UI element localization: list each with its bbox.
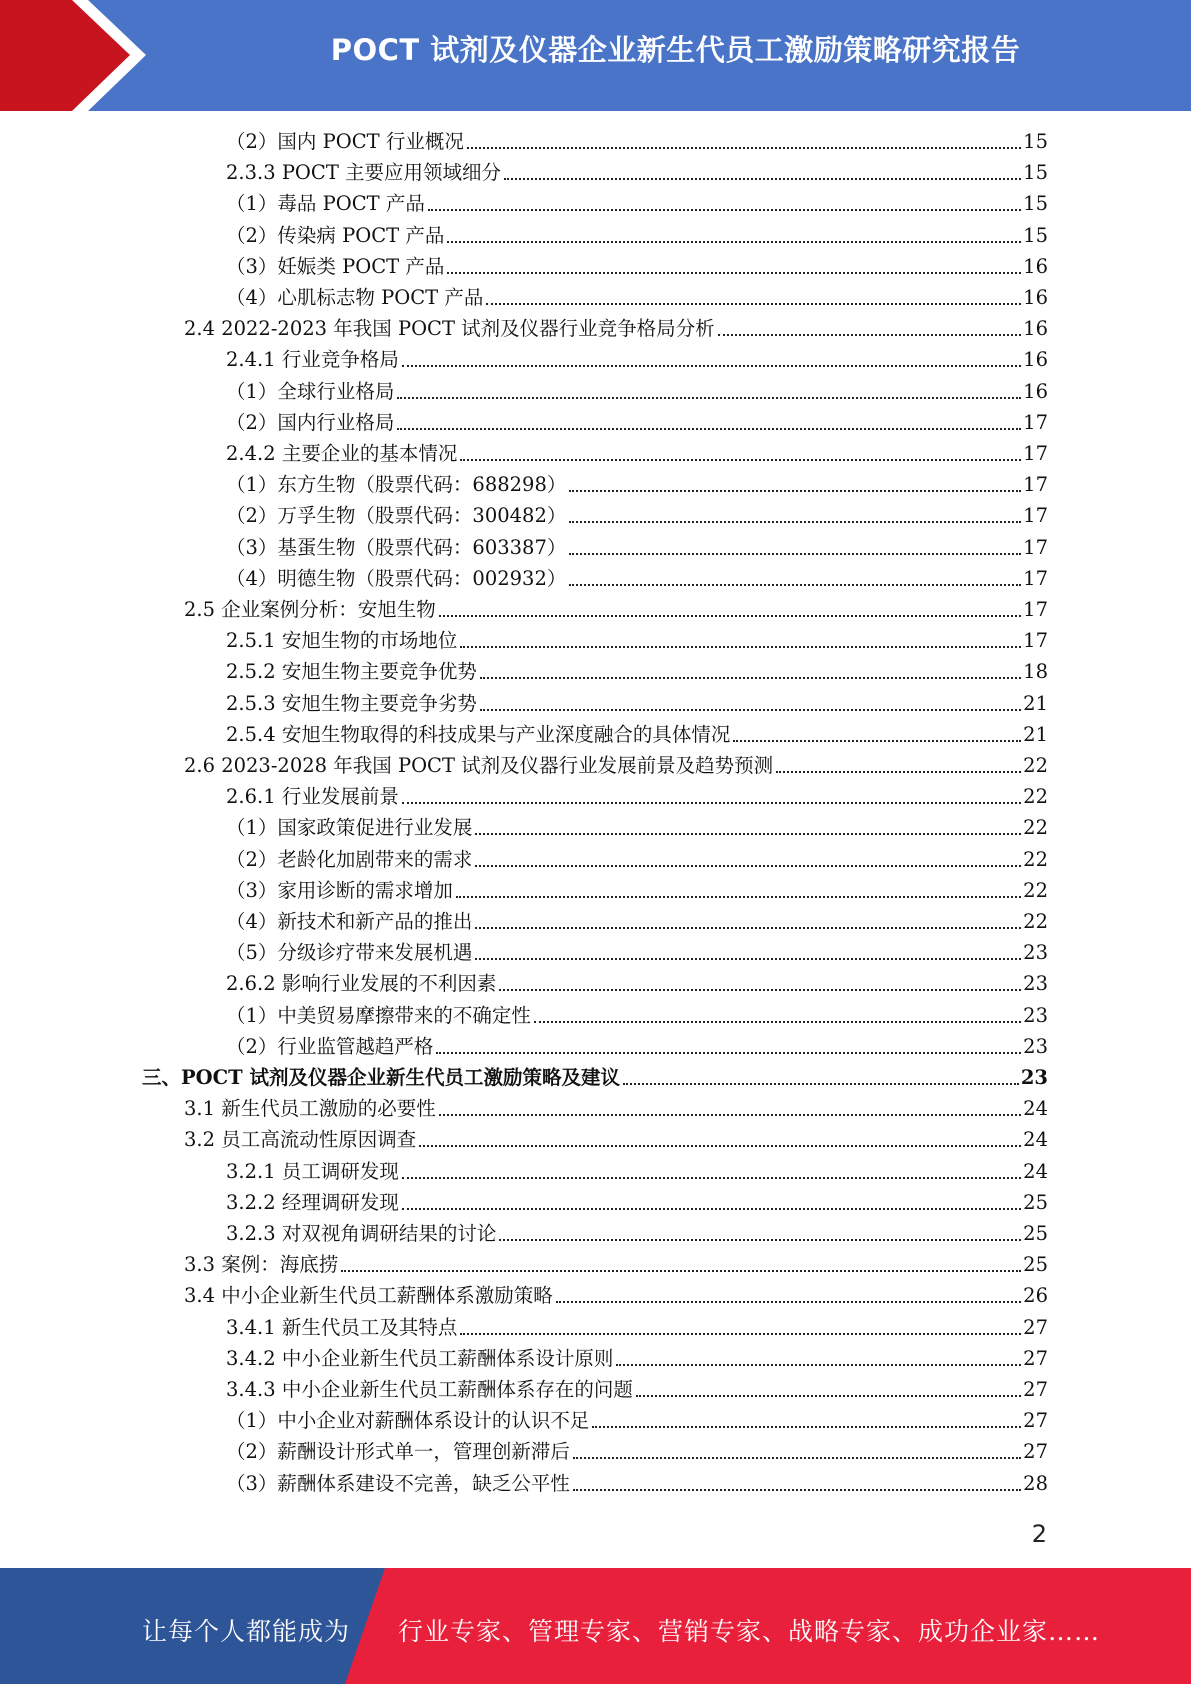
toc-entry[interactable] (226, 378, 1048, 406)
toc-entry-page: 16 (1023, 348, 1048, 372)
toc-entry[interactable] (226, 471, 1048, 499)
report-title: POCT 试剂及仪器企业新生代员工激励策略研究报告 (330, 33, 1021, 67)
toc-entry-page: 27 (1023, 1440, 1048, 1464)
toc-entry[interactable] (226, 284, 1048, 312)
toc-entry-label: 2.3.3 POCT 主要应用领域细分 (226, 161, 502, 185)
toc-dot-leader (439, 1113, 1021, 1116)
toc-entry[interactable] (184, 1282, 1048, 1310)
toc-entry[interactable] (226, 814, 1048, 842)
toc-entry-label: （2）老龄化加剧带来的需求 (226, 847, 473, 871)
toc-entry[interactable] (226, 253, 1048, 281)
toc-entry[interactable] (226, 1470, 1048, 1498)
toc-entry-page: 15 (1023, 192, 1048, 216)
page-number: 2 (1031, 1520, 1047, 1548)
toc-entry[interactable] (226, 346, 1048, 374)
toc-entry-label: （1）全球行业格局 (226, 379, 395, 403)
toc-entry[interactable] (226, 658, 1048, 686)
toc-entry-page: 28 (1023, 1471, 1048, 1495)
toc-entry-page: 22 (1023, 878, 1048, 902)
toc-entry-label: 2.5.2 安旭生物主要竞争优势 (226, 660, 477, 684)
toc-dot-leader (402, 1207, 1021, 1210)
toc-entry-page: 27 (1023, 1315, 1048, 1339)
toc-entry-label: （4）明德生物（股票代码：002932） (226, 566, 567, 590)
toc-dot-leader (447, 240, 1021, 243)
toc-entry-page: 15 (1023, 130, 1048, 153)
toc-entry[interactable] (226, 409, 1048, 437)
toc-entry-label: 3.3 案例：海底捞 (184, 1253, 339, 1277)
toc-entry-label: （3）妊娠类 POCT 产品 (226, 254, 445, 278)
toc-entry-page: 18 (1023, 660, 1048, 684)
toc-entry-page: 27 (1023, 1346, 1048, 1370)
toc-entry-page: 16 (1023, 317, 1048, 341)
toc-entry[interactable] (226, 565, 1048, 593)
toc-entry[interactable] (226, 970, 1048, 998)
toc-dot-leader (718, 333, 1021, 336)
toc-entry-label: 2.4.2 主要企业的基本情况 (226, 442, 458, 465)
toc-entry-label: 2.6.2 影响行业发展的不利因素 (226, 972, 497, 996)
toc-entry-page: 26 (1023, 1284, 1048, 1308)
toc-entry-label: 3.2.3 对双视角调研结果的讨论 (226, 1222, 497, 1245)
toc-entry[interactable] (226, 721, 1048, 749)
toc-entry[interactable] (226, 534, 1048, 562)
toc-dot-leader (475, 926, 1021, 929)
toc-entry[interactable] (226, 690, 1048, 718)
toc-entry-label: 3.2 员工高流动性原因调查 (184, 1128, 417, 1152)
toc-dot-leader (480, 676, 1021, 679)
toc-entry-page: 15 (1023, 161, 1048, 185)
toc-entry-page: 21 (1023, 691, 1048, 715)
toc-dot-leader (402, 801, 1021, 804)
toc-entry[interactable] (226, 1345, 1048, 1373)
toc-entry-page: 16 (1023, 254, 1048, 278)
toc-dot-leader (504, 177, 1021, 180)
toc-entry-label: （2）万孚生物（股票代码：300482） (226, 504, 567, 528)
toc-dot-leader (397, 427, 1021, 430)
toc-dot-leader (573, 1488, 1021, 1491)
toc-entry[interactable] (226, 846, 1048, 874)
toc-entry-page: 15 (1023, 223, 1048, 247)
toc-dot-leader (569, 583, 1021, 586)
toc-dot-leader (623, 1082, 1019, 1085)
toc-entry[interactable] (226, 1438, 1048, 1466)
toc-entry[interactable] (226, 908, 1048, 936)
toc-entry[interactable] (184, 596, 1048, 624)
toc-entry-label: （2）行业监管越趋严格 (226, 1034, 434, 1058)
toc-entry[interactable] (226, 222, 1048, 250)
toc-entry-page: 16 (1023, 379, 1048, 403)
toc-entry-label: 2.5.1 安旭生物的市场地位 (226, 629, 458, 653)
footer-slogan-right: 行业专家、管理专家、营销专家、战略专家、成功企业家…… (398, 1617, 1101, 1646)
toc-entry[interactable] (226, 877, 1048, 905)
toc-dot-leader (569, 552, 1021, 555)
page-footer (0, 1568, 1191, 1684)
toc-dot-leader (556, 1300, 1021, 1303)
toc-entry[interactable] (184, 1095, 1048, 1123)
toc-entry-label: 2.5.4 安旭生物取得的科技成果与产业深度融合的具体情况 (226, 722, 731, 746)
toc-entry-page: 22 (1023, 847, 1048, 871)
toc-entry[interactable] (226, 627, 1048, 655)
toc-dot-leader (569, 489, 1021, 492)
toc-dot-leader (569, 520, 1021, 523)
toc-dot-leader (475, 832, 1021, 835)
toc-entry[interactable] (184, 1126, 1048, 1154)
toc-dot-leader (436, 1051, 1021, 1054)
toc-entry-label: （3）薪酬体系建设不完善，缺乏公平性 (226, 1471, 570, 1495)
toc-entry-label: 3.4 中小企业新生代员工薪酬体系激励策略 (184, 1284, 553, 1308)
toc-dot-leader (460, 1332, 1021, 1335)
toc-entry-label: （1）中美贸易摩擦带来的不确定性 (226, 1003, 531, 1027)
toc-entry-label: （2）薪酬设计形式单一，管理创新滞后 (226, 1440, 570, 1464)
toc-dot-leader (456, 895, 1021, 898)
toc-entry-page: 25 (1023, 1190, 1048, 1214)
toc-entry-label: 3.4.2 中小企业新生代员工薪酬体系设计原则 (226, 1346, 614, 1370)
toc-entry-page: 17 (1023, 598, 1048, 621)
toc-entry-label: （3）家用诊断的需求增加 (226, 878, 453, 902)
toc-entry[interactable] (226, 1002, 1048, 1030)
toc-entry[interactable] (226, 939, 1048, 967)
toc-dot-leader (573, 1456, 1021, 1459)
toc-dot-leader (499, 1238, 1021, 1241)
toc-entry-page: 22 (1023, 754, 1048, 777)
page-header (0, 0, 1191, 111)
toc-entry-label: 2.6 2023-2028 年我国 POCT 试剂及仪器行业发展前景及趋势预测 (184, 754, 774, 777)
toc-dot-leader (616, 1363, 1021, 1366)
toc-entry-label: （1）毒品 POCT 产品 (226, 192, 425, 216)
toc-dot-leader (733, 739, 1021, 742)
toc-entry[interactable] (226, 1033, 1048, 1061)
toc-entry[interactable] (226, 1407, 1048, 1435)
toc-entry-label: 2.5.3 安旭生物主要竞争劣势 (226, 691, 477, 715)
toc-entry[interactable] (226, 1158, 1048, 1186)
toc-entry[interactable] (226, 190, 1048, 218)
toc-entry-label: 3.2.2 经理调研发现 (226, 1190, 399, 1214)
toc-entry-page: 23 (1023, 1034, 1048, 1058)
toc-entry-label: 2.5 企业案例分析：安旭生物 (184, 598, 436, 621)
toc-dot-leader (486, 302, 1021, 305)
toc-entry-page: 22 (1023, 816, 1048, 840)
toc-entry-label: （4）心肌标志物 POCT 产品 (226, 286, 484, 309)
toc-dot-leader (467, 146, 1021, 149)
toc-entry-page: 17 (1023, 473, 1048, 497)
toc-dot-leader (402, 364, 1021, 367)
toc-dot-leader (428, 208, 1021, 211)
toc-entry[interactable] (226, 1314, 1048, 1342)
toc-entry-page: 24 (1023, 1128, 1048, 1152)
toc-entry[interactable] (226, 159, 1048, 187)
toc-entry-page: 25 (1023, 1253, 1048, 1277)
toc-dot-leader (341, 1269, 1021, 1272)
footer-slogan-left: 让每个人都能成为 (142, 1617, 351, 1646)
toc-dot-leader (636, 1394, 1021, 1397)
toc-entry-page: 22 (1023, 785, 1048, 809)
toc-entry-label: （3）基蛋生物（股票代码：603387） (226, 535, 567, 559)
toc-entry-label: 3.4.1 新生代员工及其特点 (226, 1315, 458, 1339)
toc-dot-leader (460, 458, 1021, 461)
toc-entry-label: （2）国内行业格局 (226, 410, 395, 434)
toc-entry[interactable] (142, 1064, 1048, 1092)
toc-entry-page: 23 (1020, 1066, 1048, 1089)
toc-entry-label: 3.1 新生代员工激励的必要性 (184, 1097, 436, 1121)
toc-entry-label: 2.4.1 行业竞争格局 (226, 348, 399, 372)
toc-entry[interactable] (226, 502, 1048, 530)
toc-dot-leader (592, 1425, 1021, 1428)
toc-entry-page: 24 (1023, 1097, 1048, 1121)
toc-entry[interactable] (226, 1376, 1048, 1404)
toc-dot-leader (480, 708, 1021, 711)
toc-dot-leader (475, 864, 1021, 867)
toc-entry-page: 22 (1023, 910, 1048, 933)
toc-entry-label: （2）传染病 POCT 产品 (226, 223, 445, 247)
toc-entry-page: 25 (1023, 1222, 1048, 1245)
toc-entry-page: 23 (1023, 941, 1048, 965)
toc-entry[interactable] (226, 1220, 1048, 1248)
toc-entry-label: （1）中小企业对薪酬体系设计的认识不足 (226, 1409, 590, 1433)
toc-entry-page: 17 (1023, 629, 1048, 653)
toc-dot-leader (439, 614, 1021, 617)
toc-entry-label: 3.2.1 员工调研发现 (226, 1159, 399, 1183)
toc-dot-leader (460, 645, 1021, 648)
toc-entry-label: （1）国家政策促进行业发展 (226, 816, 473, 840)
toc-dot-leader (499, 988, 1021, 991)
toc-entry-page: 21 (1023, 722, 1048, 746)
toc-entry-page: 27 (1023, 1378, 1048, 1401)
toc-dot-leader (447, 271, 1021, 274)
toc-entry-page: 16 (1023, 286, 1048, 309)
toc-dot-leader (475, 957, 1021, 960)
toc-entry-page: 17 (1023, 410, 1048, 434)
toc-entry-label: （2）国内 POCT 行业概况 (226, 130, 464, 153)
toc-entry-label: （5）分级诊疗带来发展机遇 (226, 941, 473, 965)
toc-entry-label: 2.4 2022-2023 年我国 POCT 试剂及仪器行业竞争格局分析 (184, 317, 715, 341)
toc-entry-page: 24 (1023, 1159, 1048, 1183)
toc-entry-page: 27 (1023, 1409, 1048, 1433)
toc-dot-leader (402, 1176, 1021, 1179)
toc-entry[interactable] (184, 1251, 1048, 1279)
toc-entry-label: 2.6.1 行业发展前景 (226, 785, 399, 809)
toc-entry-page: 23 (1023, 1003, 1048, 1027)
toc-dot-leader (397, 396, 1021, 399)
toc-entry[interactable] (226, 128, 1048, 156)
toc-entry-page: 17 (1023, 504, 1048, 528)
toc-entry-label: （4）新技术和新产品的推出 (226, 910, 473, 933)
toc-entry-page: 17 (1023, 535, 1048, 559)
toc-dot-leader (534, 1020, 1021, 1023)
toc-entry[interactable] (184, 752, 1048, 780)
toc-dot-leader (776, 770, 1021, 773)
toc-entry-page: 17 (1023, 442, 1048, 465)
toc-entry-page: 23 (1023, 972, 1048, 996)
toc-entry[interactable] (226, 783, 1048, 811)
toc-entry-label: （1）东方生物（股票代码：688298） (226, 473, 567, 497)
toc-entry-label: 3.4.3 中小企业新生代员工薪酬体系存在的问题 (226, 1378, 633, 1401)
toc-entry-page: 17 (1023, 566, 1048, 590)
toc-entry[interactable] (184, 315, 1048, 343)
toc-entry[interactable] (226, 1189, 1048, 1217)
toc-entry[interactable] (226, 440, 1048, 468)
toc-entry-label: 三、POCT 试剂及仪器企业新生代员工激励策略及建议 (142, 1066, 620, 1089)
toc-dot-leader (419, 1144, 1021, 1147)
